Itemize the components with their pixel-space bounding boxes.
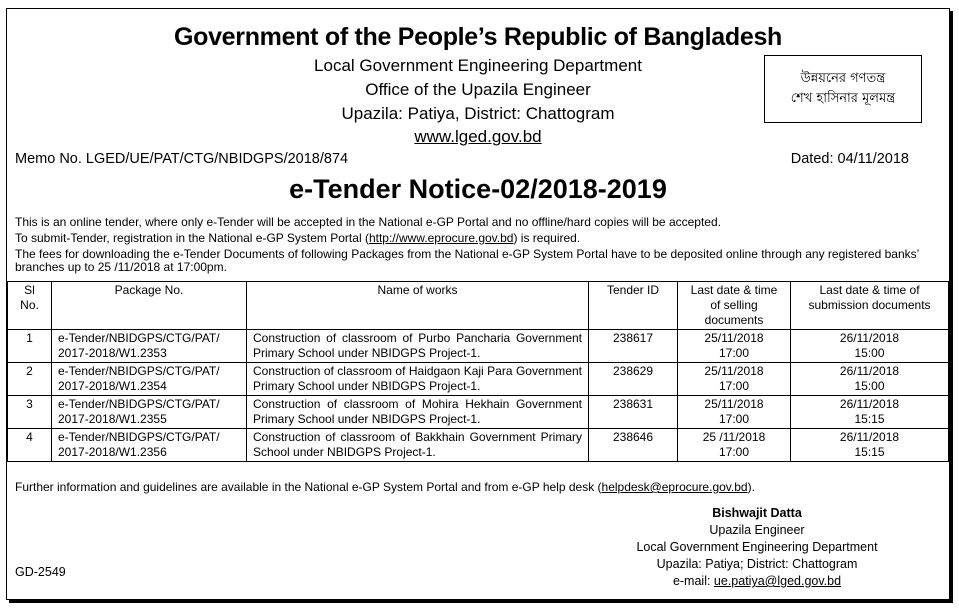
email-label: e-mail: [672, 574, 714, 588]
signatory-title: Upazila Engineer [709, 523, 805, 537]
intro-paragraph-1: This is an online tender, where only e-Tender will be accepted in the National e-GP Portal and no offline/hard copies will be accepted. [15, 215, 721, 229]
notice-frame [6, 8, 950, 600]
cell-tender-id: 238617 [589, 330, 678, 363]
header-submission: Last date & time of submission documents [791, 282, 949, 330]
further-text-post: ). [747, 480, 755, 494]
government-heading: Government of the People’s Republic of Bangladesh [173, 23, 783, 51]
cell-selling: 25/11/2018 17:00 [678, 330, 791, 363]
website-link[interactable]: www.lged.gov.bd [414, 127, 542, 146]
further-info [15, 480, 755, 494]
intro-paragraph-3: The fees for downloading the e-Tender Documents of following Packages from the National e-GP System Portal have to be deposited online through any registered banks’ branches up to 25 /11/2018 at 17:00pm. [15, 247, 919, 274]
cell-sl: 4 [8, 429, 52, 462]
cell-selling: 25/11/2018 17:00 [678, 363, 791, 396]
cell-submission: 26/11/2018 15:15 [791, 396, 949, 429]
signatory-email [567, 574, 947, 588]
intro-paragraph-2 [15, 232, 580, 245]
signatory-address: Upazila: Patiya; District: Chattogram [656, 557, 858, 571]
header-works: Name of works [247, 282, 589, 330]
office-location: Upazila: Patiya, District: Chattogram [341, 104, 615, 123]
cell-submission: 26/11/2018 15:00 [791, 330, 949, 363]
notice-title: e-Tender Notice-02/2018-2019 [289, 174, 667, 204]
p2-text-pre: To submit-Tender, registration in the National e-GP System Portal ( [15, 231, 369, 245]
cell-tender-id: 238629 [589, 363, 678, 396]
cell-package: e-Tender/NBIDGPS/CTG/PAT/ 2017-2018/W1.2356 [52, 429, 247, 462]
slogan-line-1: উন্নয়নের গণতন্ত্র [800, 71, 886, 86]
cell-sl: 2 [8, 363, 52, 396]
cell-work: Construction of classroom of Purbo Pancharia Government Primary School under NBIDGPS Project-1. [247, 330, 589, 363]
cell-selling: 25/11/2018 17:00 [678, 396, 791, 429]
cell-package: e-Tender/NBIDGPS/CTG/PAT/ 2017-2018/W1.2355 [52, 396, 247, 429]
signatory-email-link[interactable]: ue.patiya@lged.gov.bd [713, 574, 842, 588]
eprocure-link[interactable]: http://www.eprocure.gov.bd [368, 231, 514, 245]
cell-package: e-Tender/NBIDGPS/CTG/PAT/ 2017-2018/W1.2353 [52, 330, 247, 363]
header-selling: Last date & time of selling documents [678, 282, 791, 330]
cell-selling: 25 /11/2018 17:00 [678, 429, 791, 462]
table-row [8, 330, 949, 363]
slogan-line-2: শেখ হাসিনার মূলমন্ত্র [790, 91, 896, 106]
helpdesk-email-link[interactable]: helpdesk@eprocure.gov.bd [601, 480, 748, 494]
table-header-row [8, 282, 949, 330]
table-row [8, 429, 949, 462]
cell-work: Construction of classroom of Haidgaon Kaji Para Government Primary School under NBIDGPS Project-1. [247, 363, 589, 396]
cell-tender-id: 238646 [589, 429, 678, 462]
memo-number: Memo No. LGED/UE/PAT/CTG/NBIDGPS/2018/874 [15, 151, 349, 167]
p2-text-post: ) is required. [513, 231, 581, 245]
tender-table [7, 281, 949, 462]
cell-tender-id: 238631 [589, 396, 678, 429]
header-tender-id: Tender ID [589, 282, 678, 330]
cell-submission: 26/11/2018 15:15 [791, 429, 949, 462]
header-sl: Sl No. [8, 282, 52, 330]
header-package: Package No. [52, 282, 247, 330]
slogan-box [764, 55, 922, 123]
department-name: Local Government Engineering Department [314, 56, 642, 75]
further-text-pre: Further information and guidelines are available in the National e-GP System Portal and from e-GP help desk ( [15, 480, 602, 494]
cell-package: e-Tender/NBIDGPS/CTG/PAT/ 2017-2018/W1.2354 [52, 363, 247, 396]
cell-sl: 1 [8, 330, 52, 363]
gd-number: GD-2549 [15, 565, 66, 579]
table-row [8, 396, 949, 429]
cell-work: Construction of classroom of Bakkhain Government Primary School under NBIDGPS Project-1. [247, 429, 589, 462]
cell-sl: 3 [8, 396, 52, 429]
cell-submission: 26/11/2018 15:00 [791, 363, 949, 396]
cell-work: Construction of classroom of Mohira Hekhain Government Primary School under NBIDGPS Project-1. [247, 396, 589, 429]
table-row [8, 363, 949, 396]
office-name: Office of the Upazila Engineer [365, 80, 591, 99]
notice-date: Dated: 04/11/2018 [790, 151, 909, 167]
signatory-name: Bishwajit Datta [712, 506, 802, 520]
signatory-department: Local Government Engineering Department [636, 540, 878, 554]
